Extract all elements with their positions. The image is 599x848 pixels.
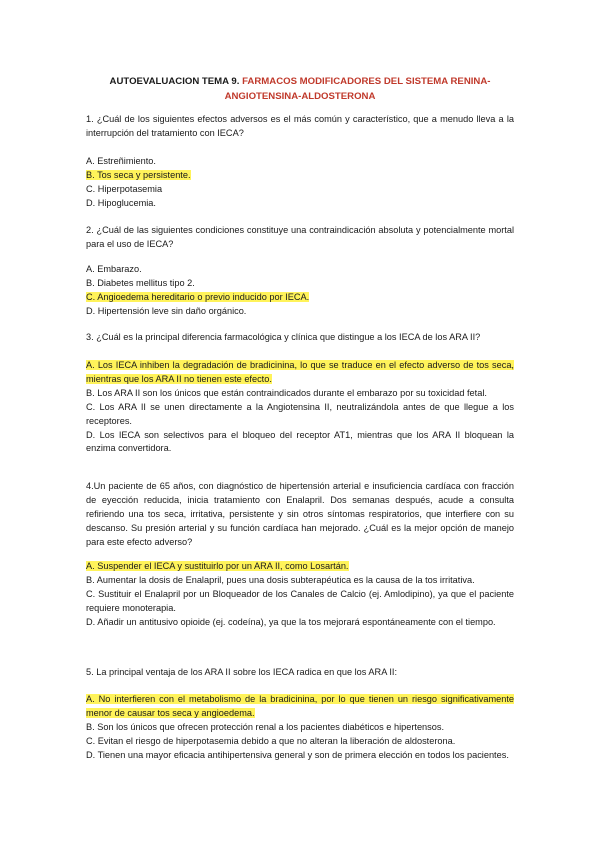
title-prefix: AUTOEVALUACION TEMA 9. [109, 76, 240, 87]
question-2-text: 2. ¿Cuál de las siguientes condiciones constituye una contraindicación absoluta y potencialmente mortal para el uso de IECA? [86, 225, 514, 249]
q3-option-c: C. Los ARA II se unen directamente a la Angiotensina II, neutralizándola antes de que llegue a los receptores. [86, 401, 514, 426]
question-4-text: 4.Un paciente de 65 años, con diagnóstico de hipertensión arterial e insuficiencia cardíaca con fracción de eyección reducida, inicia tratamiento con Enalapril. Dos semanas después, acude a consulta refiriendo una tos seca, irritativa, persistente y sin otros síntomas respiratorios, que interfiere con su descanso. Su presión arterial y su función cardíaca han mejorado. ¿Cuál es la mejor opción de manejo para este efecto adverso? [86, 481, 514, 547]
q1-option-a: A. Estreñimiento. [86, 156, 156, 166]
q5-option-a-correct: A. No interfieren con el metabolismo de la bradicinina, por lo que tienen un riesgo significativamente menor de causar tos seca y angioedema. [86, 694, 514, 718]
question-4-options [86, 560, 514, 630]
q5-option-d: D. Tienen una mayor eficacia antihipertensiva general y son de primera elección en todos los pacientes. [86, 749, 509, 760]
question-5-options [86, 693, 514, 763]
q4-option-c: C. Sustituir el Enalapril por un Bloqueador de los Canales de Calcio (ej. Amlodipino), ya que el paciente requiere monoterapia. [86, 588, 514, 613]
q2-option-c-correct: C. Angioedema hereditario o previo inducido por IECA. [86, 291, 310, 302]
q2-option-a: A. Embarazo. [86, 264, 142, 274]
q4-option-a-wrap [86, 560, 514, 574]
q3-option-a-wrap [86, 359, 514, 387]
title-topic-line2: ANGIOTENSINA-ALDOSTERONA [224, 91, 376, 102]
q5-option-b: B. Son los únicos que ofrecen protección renal a los pacientes diabéticos e hipertensos. [86, 721, 445, 732]
document-title [60, 74, 540, 104]
question-3-options [86, 359, 514, 456]
question-5 [86, 666, 514, 680]
q3-option-b: B. Los ARA II son los únicos que están contraindicados durante el embarazo por su toxicidad fetal. [86, 387, 487, 398]
q4-option-d: D. Añadir un antitusivo opioide (ej. codeína), ya que la tos mejorará espontáneamente con el tiempo. [86, 616, 496, 627]
q3-option-d: D. Los IECA son selectivos para el bloqueo del receptor AT1, mientras que los ARA II bloquean la enzima convertidora. [86, 429, 514, 454]
question-2-options [86, 263, 514, 319]
q5-option-c: C. Evitan el riesgo de hiperpotasemia debido a que no alteran la liberación de aldosterona. [86, 735, 456, 746]
q4-option-b: B. Aumentar la dosis de Enalapril, pues una dosis subterapéutica es la causa de la tos irritativa. [86, 574, 475, 585]
q3-option-a-correct: A. Los IECA inhiben la degradación de bradicinina, lo que se traduce en el efecto adverso de tos seca, mientras que los ARA II no tienen este efecto. [86, 360, 514, 384]
question-2 [86, 224, 514, 252]
q1-option-c: C. Hiperpotasemia [86, 183, 163, 194]
q1-option-b-correct: B. Tos seca y persistente. [86, 169, 191, 180]
question-4 [86, 480, 514, 550]
question-1 [86, 113, 514, 141]
q5-option-a-wrap [86, 693, 514, 721]
q2-option-d: D. Hipertensión leve sin daño orgánico. [86, 305, 247, 316]
question-3-text: 3. ¿Cuál es la principal diferencia farmacológica y clínica que distingue a los IECA de los ARA II? [86, 332, 481, 342]
q1-option-d: D. Hipoglucemia. [86, 197, 156, 208]
q4-option-a-correct: A. Suspender el IECA y sustituirlo por un ARA II, como Losartán. [86, 561, 349, 571]
question-5-text: 5. La principal ventaja de los ARA II sobre los IECA radica en que los ARA II: [86, 667, 398, 677]
question-3 [86, 331, 514, 345]
q2-option-b: B. Diabetes mellitus tipo 2. [86, 277, 195, 288]
question-1-text: 1. ¿Cuál de los siguientes efectos adversos es el más común y característico, que a menudo lleva a la interrupción del tratamiento con IECA? [86, 114, 514, 138]
question-1-options [86, 155, 514, 211]
title-topic-line1: FARMACOS MODIFICADORES DEL SISTEMA RENINA- [239, 76, 491, 87]
